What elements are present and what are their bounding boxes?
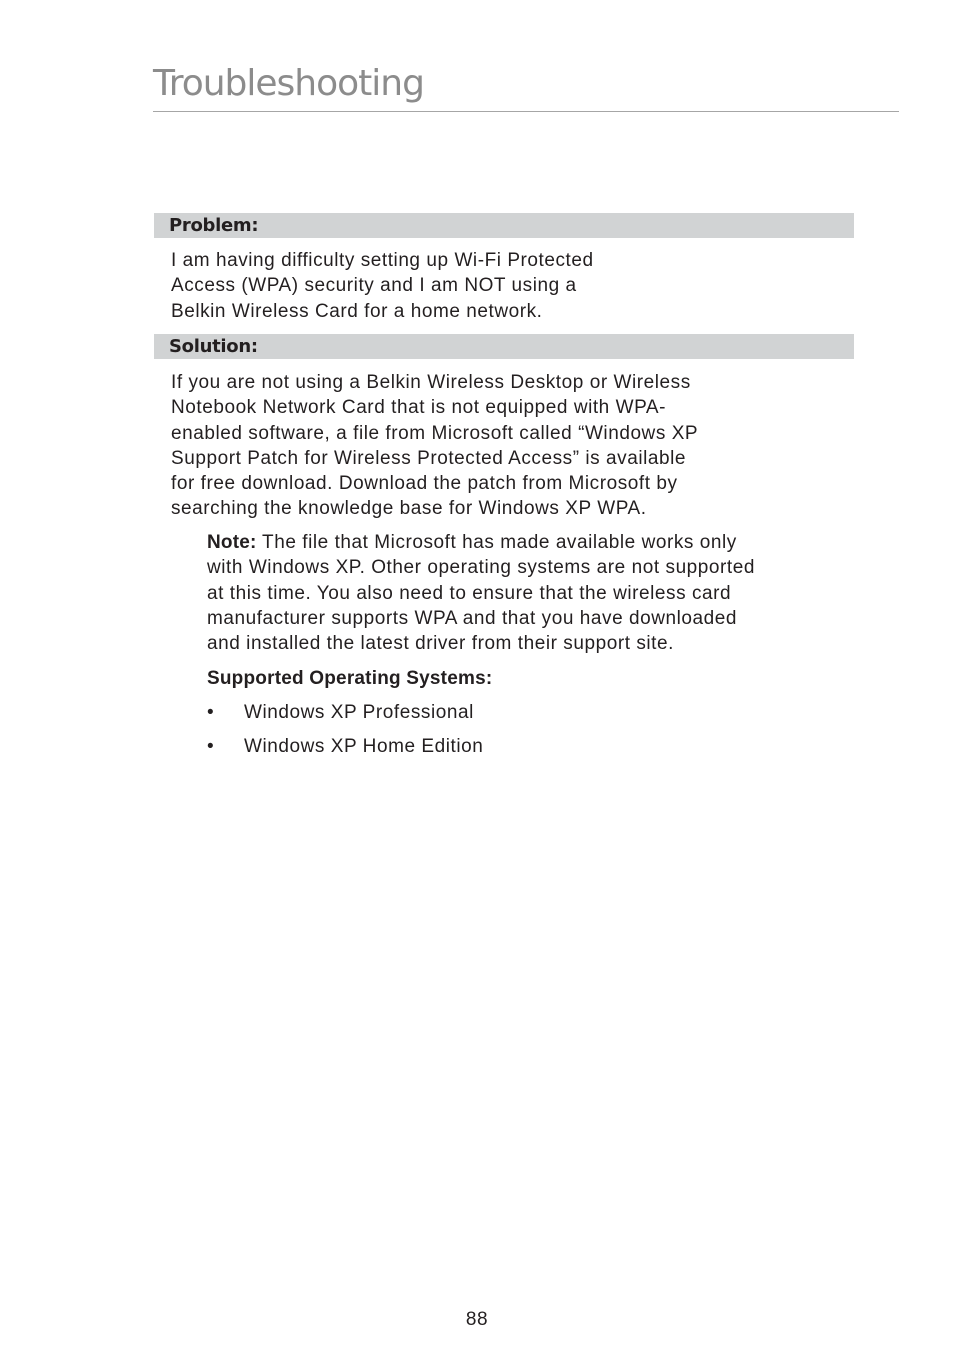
list-item-label: Windows XP Professional [244, 702, 474, 723]
supported-os-heading: Supported Operating Systems: [207, 668, 493, 689]
supported-os-list [207, 700, 483, 768]
problem-label: Problem: [169, 215, 259, 236]
page-number: 88 [465, 1309, 489, 1330]
solution-header-bar [154, 334, 854, 359]
solution-label: Solution: [169, 336, 258, 357]
bullet-icon: • [207, 702, 215, 723]
list-item [207, 734, 483, 768]
list-item-label: Windows XP Home Edition [244, 736, 484, 757]
note-text: The file that Microsoft has made available works only with Windows XP. Other operating systems are not supported at this time. You also need to ensure that the wireless card manufacturer supports WPA and that you have downloaded and installed the latest driver from their support site. [207, 532, 755, 655]
page-title: Troubleshooting [153, 63, 424, 104]
note-paragraph [207, 530, 887, 656]
list-item [207, 700, 483, 734]
title-divider [153, 111, 899, 112]
bullet-icon: • [207, 736, 215, 757]
note-label: Note: [207, 532, 257, 553]
solution-text: If you are not using a Belkin Wireless Desktop or Wireless Notebook Network Card that is not equipped with WPA- enabled software, a file from Microsoft called “Windows XP Support Patch for Wireless Protected Access” is available for free download. Download the patch from Microsoft by searching the knowledge base for Windows XP WPA. [171, 372, 699, 520]
problem-text: I am having difficulty setting up Wi-Fi Protected Access (WPA) security and I am NOT using a Belkin Wireless Card for a home network. [171, 250, 594, 322]
problem-header-bar [154, 213, 854, 238]
